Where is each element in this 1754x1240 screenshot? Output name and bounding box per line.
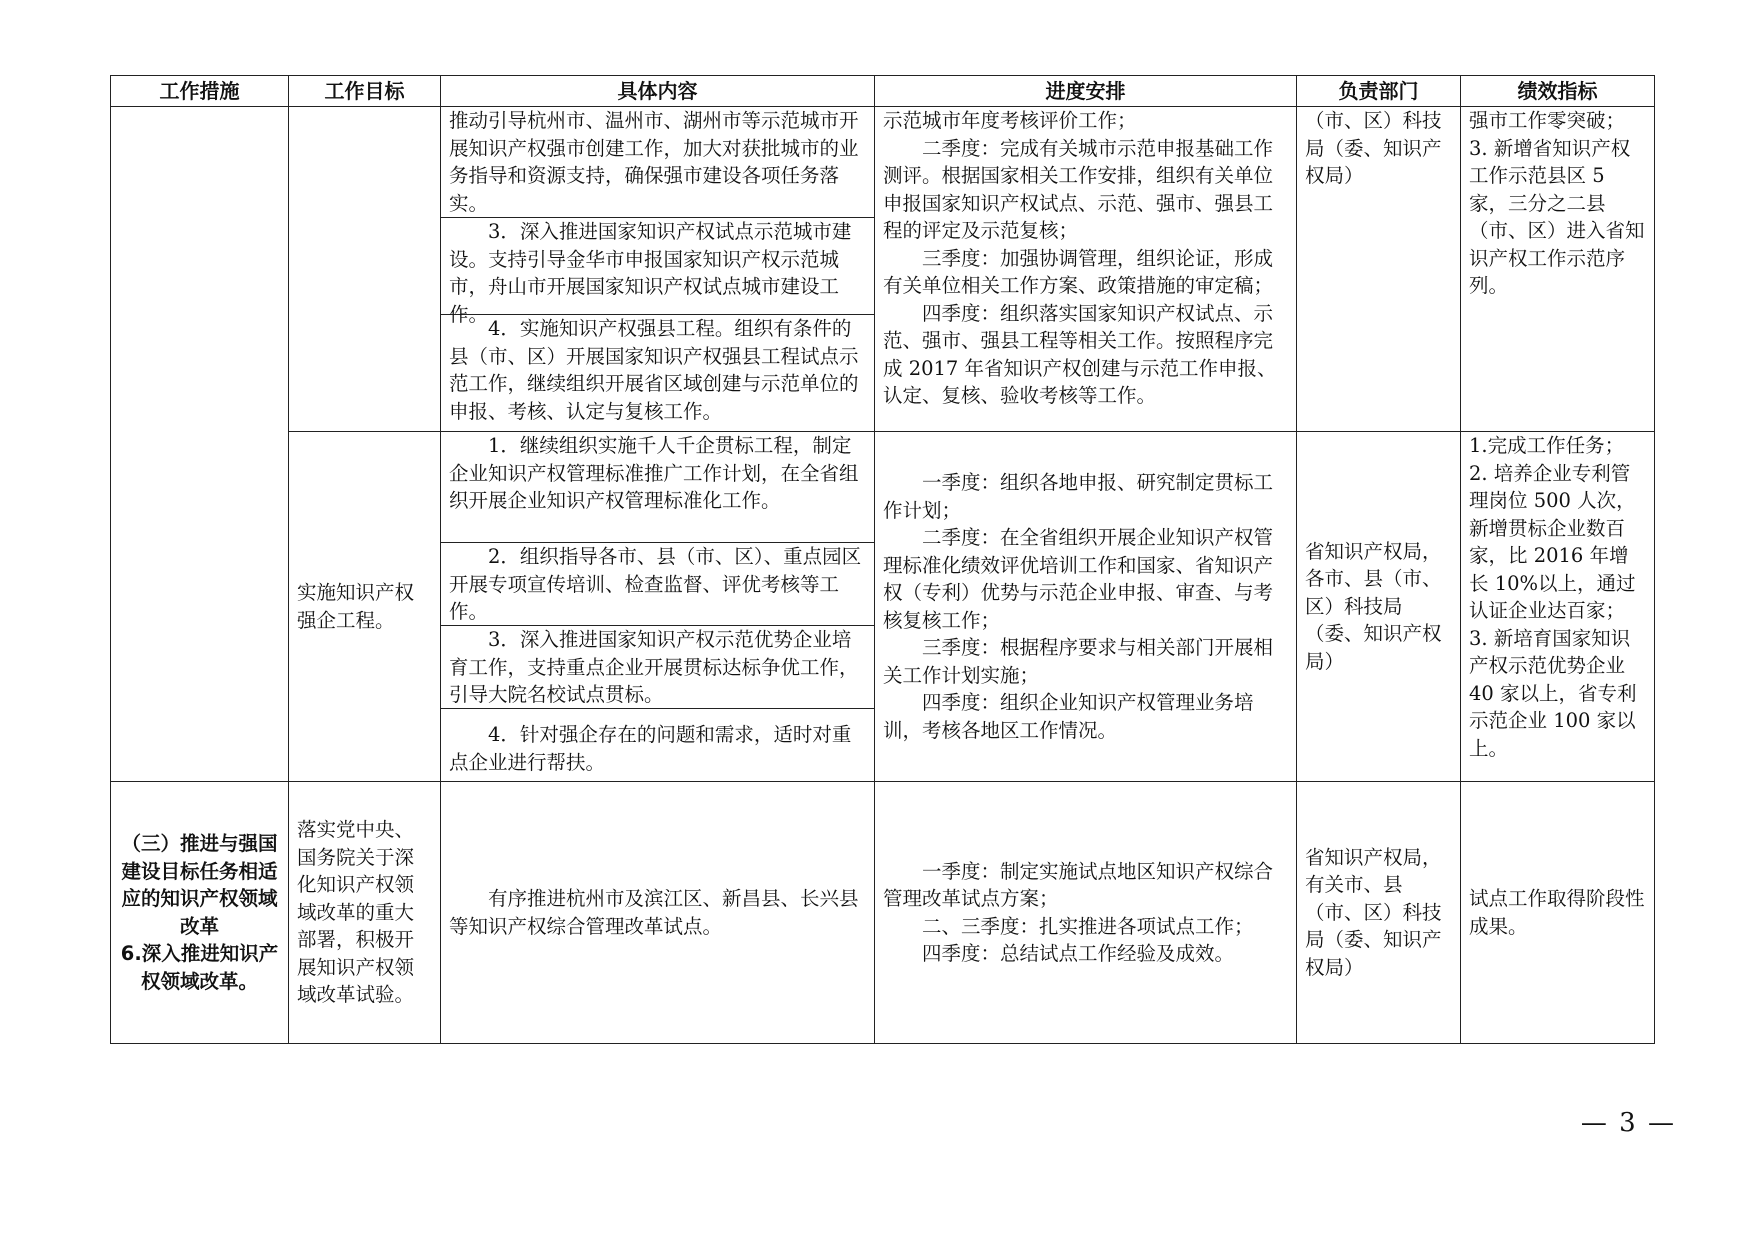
cell-target bbox=[289, 107, 441, 432]
work-plan-table bbox=[110, 75, 1655, 1044]
cell-indicator: 1.完成工作任务； 2. 培养企业专利管理岗位 500 人次，新增贯标企业数百家，比 2016 年增长 10%以上，通过认证企业达百家； 3. 新培育国家知识产权示范优势企业 40 家以上，省专利示范企业 100 家以上。 bbox=[1461, 432, 1655, 782]
cell-measure: （三）推进与强国建设目标任务相适应的知识产权领域改革 6.深入推进知识产权领域改革。 bbox=[111, 782, 289, 1044]
cell-schedule: 示范城市年度考核评价工作； 二季度：完成有关城市示范申报基础工作测评。根据国家相关工作安排，组织有关单位申报国家知识产权试点、示范、强市、强县工程的评定及示范复核； 三季度：加强协调管理，组织论证，形成有关单位相关工作方案、政策措施的审定稿； 四季度：组织落实国家知识产权试点、示范、强市、强县工程等相关工作。按照程序完成 2017 年省知识产权创建与示范工作申报、认定、复核、验收考核等工作。 bbox=[875, 107, 1297, 432]
cell-target: 实施知识产权强企工程。 bbox=[289, 432, 441, 782]
content-item: 2．组织指导各市、县（市、区）、重点园区开展专项宣传培训、检查监督、评优考核等工作。 bbox=[441, 543, 874, 626]
table-row bbox=[111, 107, 1655, 432]
header-department: 负责部门 bbox=[1297, 76, 1461, 107]
cell-schedule: 一季度：组织各地申报、研究制定贯标工作计划； 二季度：在全省组织开展企业知识产权管理标准化绩效评优培训工作和国家、省知识产权（专利）优势与示范企业申报、审查、与考核复核工作； 三季度：根据程序要求与相关部门开展相关工作计划实施； 四季度：组织企业知识产权管理业务培训，考核各地区工作情况。 bbox=[875, 432, 1297, 782]
header-measure: 工作措施 bbox=[111, 76, 289, 107]
table-header-row bbox=[111, 76, 1655, 107]
cell-indicator: 强市工作零突破； 3. 新增省知识产权工作示范县区 5 家，三分之二县（市、区）进入省知识产权工作示范序列。 bbox=[1461, 107, 1655, 432]
content-item: 3．深入推进国家知识产权示范优势企业培育工作，支持重点企业开展贯标达标争优工作，引导大院名校试点贯标。 bbox=[441, 626, 874, 709]
header-target: 工作目标 bbox=[289, 76, 441, 107]
content-item: 推动引导杭州市、温州市、湖州市等示范城市开展知识产权强市创建工作，加大对获批城市的业务指导和资源支持，确保强市建设各项任务落实。 bbox=[441, 107, 874, 218]
content-item: 3．深入推进国家知识产权试点示范城市建设。支持引导金华市申报国家知识产权示范城市，舟山市开展国家知识产权试点城市建设工作。 bbox=[441, 218, 874, 315]
table-row bbox=[111, 782, 1655, 1044]
cell-indicator: 试点工作取得阶段性成果。 bbox=[1461, 782, 1655, 1044]
cell-content bbox=[441, 107, 875, 432]
page-number: — 3 — bbox=[1580, 1108, 1676, 1138]
header-schedule: 进度安排 bbox=[875, 76, 1297, 107]
content-item: 1．继续组织实施千人千企贯标工程，制定企业知识产权管理标准推广工作计划，在全省组织开展企业知识产权管理标准化工作。 bbox=[441, 432, 874, 543]
header-indicator: 绩效指标 bbox=[1461, 76, 1655, 107]
content-item: 4．针对强企存在的问题和需求，适时对重点企业进行帮扶。 bbox=[449, 723, 852, 774]
header-content: 具体内容 bbox=[441, 76, 875, 107]
cell-measure bbox=[111, 107, 289, 782]
cell-target: 落实党中央、国务院关于深化知识产权领域改革的重大部署，积极开展知识产权领域改革试验。 bbox=[289, 782, 441, 1044]
content-item: 4．实施知识产权强县工程。组织有条件的县（市、区）开展国家知识产权强县工程试点示范工作，继续组织开展省区域创建与示范单位的申报、考核、认定与复核工作。 bbox=[449, 317, 859, 423]
cell-department: 省知识产权局，各市、县（市、区）科技局（委、知识产权局） bbox=[1297, 432, 1461, 782]
cell-content bbox=[441, 432, 875, 782]
table-row bbox=[111, 432, 1655, 782]
cell-content: 有序推进杭州市及滨江区、新昌县、长兴县等知识产权综合管理改革试点。 bbox=[441, 782, 875, 1044]
cell-schedule: 一季度：制定实施试点地区知识产权综合管理改革试点方案； 二、三季度：扎实推进各项试点工作； 四季度：总结试点工作经验及成效。 bbox=[875, 782, 1297, 1044]
cell-department: 省知识产权局，有关市、县（市、区）科技局（委、知识产权局） bbox=[1297, 782, 1461, 1044]
cell-department: （市、区）科技局（委、知识产权局） bbox=[1297, 107, 1461, 432]
